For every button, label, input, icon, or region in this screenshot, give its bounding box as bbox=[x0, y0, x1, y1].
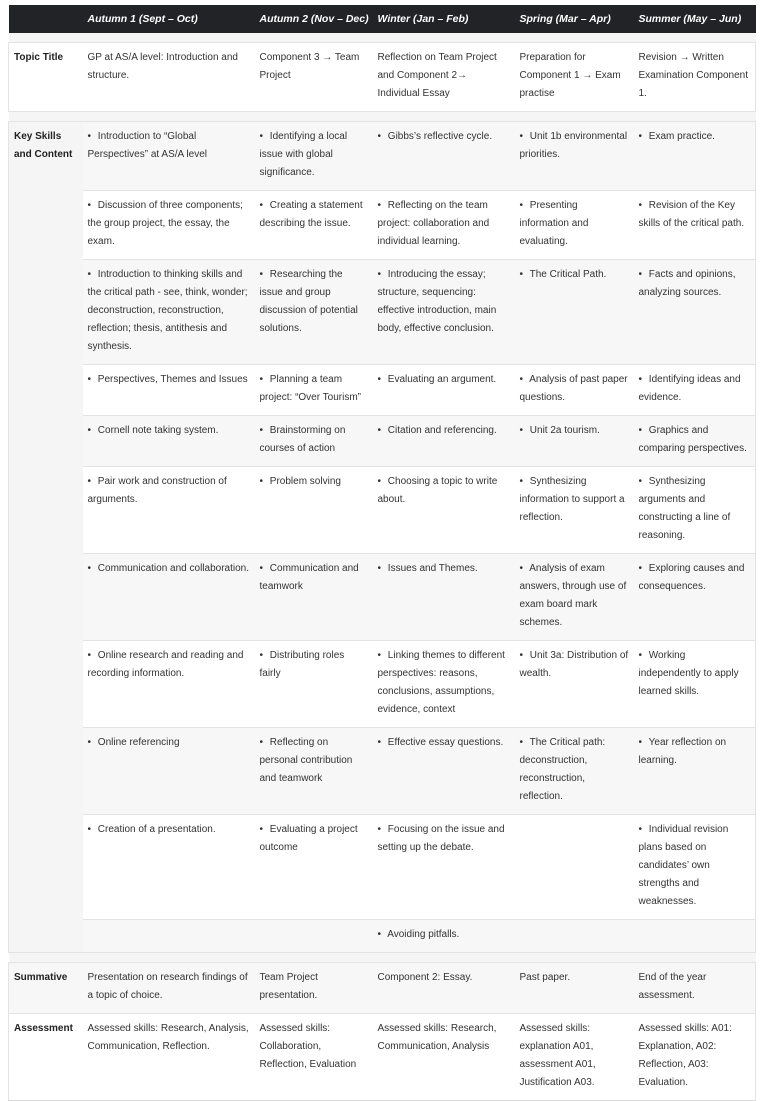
key-skills-text: Cornell note taking system. bbox=[97, 425, 219, 436]
key-skills-text: Exam practice. bbox=[648, 131, 715, 142]
bullet-icon: • bbox=[638, 737, 643, 748]
topic-cell: GP at AS/A level: Introduction and structure. bbox=[83, 43, 255, 112]
key-skills-cell bbox=[255, 815, 373, 920]
spacer-cell bbox=[9, 953, 756, 963]
key-skills-cell bbox=[255, 728, 373, 815]
header-winter: Winter (Jan – Feb) bbox=[373, 5, 515, 33]
key-skills-cell bbox=[83, 554, 255, 641]
key-skills-cell bbox=[83, 641, 255, 728]
header-autumn-2: Autumn 2 (Nov – Dec) bbox=[255, 5, 373, 33]
spacer-row bbox=[9, 33, 756, 43]
key-skills-text: Individual revision plans based on candidates’ own strengths and weaknesses. bbox=[638, 824, 729, 907]
key-skills-text: Synthesizing information to support a reflection. bbox=[519, 476, 625, 523]
bullet-icon: • bbox=[638, 425, 643, 436]
curriculum-table bbox=[8, 5, 756, 1101]
key-skills-cell bbox=[255, 365, 373, 416]
key-skills-cell bbox=[515, 554, 634, 641]
key-skills-cell bbox=[515, 728, 634, 815]
bullet-icon: • bbox=[377, 929, 382, 940]
key-skills-cell bbox=[373, 191, 515, 260]
key-skills-text: Identifying a local issue with global significance. bbox=[259, 131, 348, 178]
key-skills-cell bbox=[634, 815, 756, 920]
bullet-icon: • bbox=[87, 563, 92, 574]
key-skills-text: Choosing a topic to write about. bbox=[377, 476, 498, 505]
key-skills-cell bbox=[515, 641, 634, 728]
key-skills-text: Synthesizing arguments and constructing a line of reasoning. bbox=[638, 476, 731, 541]
key-skills-cell bbox=[255, 416, 373, 467]
summative-row bbox=[9, 963, 756, 1014]
row-label-topic-title: Topic Title bbox=[9, 43, 83, 112]
key-skills-text: Issues and Themes. bbox=[387, 563, 478, 574]
key-skills-text: Facts and opinions, analyzing sources. bbox=[638, 269, 736, 298]
key-skills-cell bbox=[634, 641, 756, 728]
key-skills-cell bbox=[634, 365, 756, 416]
bullet-icon: • bbox=[638, 650, 643, 661]
topic-cell: Component 3 → Team Project bbox=[255, 43, 373, 112]
bullet-icon: • bbox=[519, 737, 524, 748]
header-autumn-1: Autumn 1 (Sept – Oct) bbox=[83, 5, 255, 33]
key-skills-text: Communication and collaboration. bbox=[97, 563, 249, 574]
key-skills-text: Reflecting on the team project: collaboration and individual learning. bbox=[377, 200, 490, 247]
key-skills-cell bbox=[515, 416, 634, 467]
bullet-icon: • bbox=[638, 824, 643, 835]
key-skills-cell bbox=[515, 815, 634, 920]
key-skills-cell bbox=[515, 467, 634, 554]
key-skills-text: Creating a statement describing the issue. bbox=[259, 200, 363, 229]
key-skills-text: Perspectives, Themes and Issues bbox=[97, 374, 248, 385]
bullet-icon: • bbox=[638, 269, 643, 280]
bullet-icon: • bbox=[377, 425, 382, 436]
key-skills-text: Introduction to “Global Perspectives” at AS/A level bbox=[87, 131, 208, 160]
key-skills-cell bbox=[373, 920, 515, 953]
topic-cell: Preparation for Component 1 → Exam practise bbox=[515, 43, 634, 112]
bullet-icon: • bbox=[519, 374, 524, 385]
key-skills-text: Pair work and construction of arguments. bbox=[87, 476, 227, 505]
header-summer: Summer (May – Jun) bbox=[634, 5, 756, 33]
key-skills-cell bbox=[515, 365, 634, 416]
bullet-icon: • bbox=[638, 374, 643, 385]
bullet-icon: • bbox=[259, 476, 264, 487]
bullet-icon: • bbox=[377, 737, 382, 748]
key-skills-text: Citation and referencing. bbox=[387, 425, 497, 436]
topic-cell: Reflection on Team Project and Component 2→ Individual Essay bbox=[373, 43, 515, 112]
key-skills-cell bbox=[83, 467, 255, 554]
bullet-icon: • bbox=[377, 374, 382, 385]
row-label-key-skills: Key Skills and Content bbox=[9, 122, 83, 953]
bullet-icon: • bbox=[519, 131, 524, 142]
bullet-icon: • bbox=[519, 563, 524, 574]
key-skills-cell bbox=[255, 920, 373, 953]
bullet-icon: • bbox=[259, 824, 264, 835]
key-skills-text: Analysis of exam answers, through use of exam board mark schemes. bbox=[519, 563, 627, 628]
key-skills-cell bbox=[255, 554, 373, 641]
key-skills-text: Researching the issue and group discussion of potential solutions. bbox=[259, 269, 358, 334]
bullet-icon: • bbox=[259, 737, 264, 748]
key-skills-cell bbox=[83, 122, 255, 191]
key-skills-cell bbox=[515, 260, 634, 365]
summative-cell: Component 2: Essay. bbox=[373, 963, 515, 1014]
bullet-icon: • bbox=[259, 563, 264, 574]
bullet-icon: • bbox=[377, 476, 382, 487]
key-skills-row bbox=[9, 641, 756, 728]
key-skills-row bbox=[9, 554, 756, 641]
key-skills-cell bbox=[255, 122, 373, 191]
key-skills-text: Online referencing bbox=[97, 737, 180, 748]
key-skills-cell bbox=[634, 122, 756, 191]
key-skills-cell bbox=[373, 554, 515, 641]
key-skills-cell bbox=[634, 554, 756, 641]
key-skills-cell bbox=[373, 122, 515, 191]
key-skills-text: Identifying ideas and evidence. bbox=[638, 374, 741, 403]
assessment-cell: Assessed skills: Research, Analysis, Communication, Reflection. bbox=[83, 1014, 255, 1101]
bullet-icon: • bbox=[259, 425, 264, 436]
key-skills-cell bbox=[83, 815, 255, 920]
bullet-icon: • bbox=[377, 650, 382, 661]
bullet-icon: • bbox=[87, 650, 92, 661]
spacer-row bbox=[9, 112, 756, 122]
key-skills-cell bbox=[373, 260, 515, 365]
assessment-row bbox=[9, 1014, 756, 1101]
key-skills-text: Linking themes to different perspectives: reasons, conclusions, assumptions, evidence, context bbox=[377, 650, 505, 715]
key-skills-cell bbox=[373, 365, 515, 416]
key-skills-cell bbox=[373, 641, 515, 728]
key-skills-text: Creation of a presentation. bbox=[97, 824, 216, 835]
topic-title-row bbox=[9, 43, 756, 112]
bullet-icon: • bbox=[519, 269, 524, 280]
key-skills-text: Introducing the essay; structure, sequencing: effective introduction, main body, effective conclusion. bbox=[377, 269, 497, 334]
key-skills-cell bbox=[255, 467, 373, 554]
key-skills-text: Avoiding pitfalls. bbox=[387, 929, 460, 940]
bullet-icon: • bbox=[638, 476, 643, 487]
key-skills-cell bbox=[255, 260, 373, 365]
key-skills-text: Presenting information and evaluating. bbox=[519, 200, 589, 247]
key-skills-cell bbox=[373, 728, 515, 815]
bullet-icon: • bbox=[377, 269, 382, 280]
key-skills-text: The Critical path: deconstruction, reconstruction, reflection. bbox=[519, 737, 606, 802]
bullet-icon: • bbox=[377, 131, 382, 142]
key-skills-text: Reflecting on personal contribution and teamwork bbox=[259, 737, 353, 784]
key-skills-cell bbox=[515, 122, 634, 191]
key-skills-cell bbox=[634, 191, 756, 260]
bullet-icon: • bbox=[87, 737, 92, 748]
topic-cell: Revision → Written Examination Component 1. bbox=[634, 43, 756, 112]
key-skills-cell bbox=[515, 191, 634, 260]
key-skills-text: Online research and reading and recording information. bbox=[87, 650, 244, 679]
bullet-icon: • bbox=[377, 563, 382, 574]
key-skills-cell bbox=[634, 920, 756, 953]
key-skills-text: Revision of the Key skills of the critical path. bbox=[638, 200, 745, 229]
assessment-cell: Assessed skills: A01: Explanation, A02: Reflection, A03: Evaluation. bbox=[634, 1014, 756, 1101]
key-skills-cell bbox=[515, 920, 634, 953]
row-label-assessment: Assessment bbox=[9, 1014, 83, 1101]
bullet-icon: • bbox=[638, 200, 643, 211]
key-skills-text: Gibbs’s reflective cycle. bbox=[387, 131, 493, 142]
key-skills-row bbox=[9, 920, 756, 953]
key-skills-text: Distributing roles fairly bbox=[259, 650, 345, 679]
key-skills-cell bbox=[83, 365, 255, 416]
bullet-icon: • bbox=[519, 476, 524, 487]
bullet-icon: • bbox=[259, 650, 264, 661]
key-skills-text: Analysis of past paper questions. bbox=[519, 374, 628, 403]
bullet-icon: • bbox=[259, 200, 264, 211]
key-skills-cell bbox=[83, 260, 255, 365]
key-skills-cell bbox=[83, 416, 255, 467]
spacer-row bbox=[9, 953, 756, 963]
key-skills-cell bbox=[634, 467, 756, 554]
assessment-cell: Assessed skills: Collaboration, Reflection, Evaluation bbox=[255, 1014, 373, 1101]
key-skills-cell bbox=[255, 191, 373, 260]
key-skills-cell bbox=[373, 467, 515, 554]
key-skills-text: Graphics and comparing perspectives. bbox=[638, 425, 747, 454]
key-skills-cell bbox=[83, 191, 255, 260]
header-cell bbox=[9, 5, 83, 33]
key-skills-text: Evaluating an argument. bbox=[387, 374, 497, 385]
bullet-icon: • bbox=[87, 425, 92, 436]
key-skills-row bbox=[9, 260, 756, 365]
bullet-icon: • bbox=[519, 200, 524, 211]
key-skills-cell bbox=[255, 641, 373, 728]
spacer-cell bbox=[9, 33, 756, 43]
key-skills-cell bbox=[83, 728, 255, 815]
key-skills-text: Unit 2a tourism. bbox=[529, 425, 600, 436]
spacer-cell bbox=[9, 112, 756, 122]
key-skills-text: Planning a team project: “Over Tourism” bbox=[259, 374, 362, 403]
summative-cell: Presentation on research findings of a topic of choice. bbox=[83, 963, 255, 1014]
bullet-icon: • bbox=[519, 650, 524, 661]
row-label-summative: Summative bbox=[9, 963, 83, 1014]
bullet-icon: • bbox=[87, 131, 92, 142]
summative-cell: Past paper. bbox=[515, 963, 634, 1014]
header-spring: Spring (Mar – Apr) bbox=[515, 5, 634, 33]
key-skills-row bbox=[9, 467, 756, 554]
key-skills-cell bbox=[634, 728, 756, 815]
summative-cell: End of the year assessment. bbox=[634, 963, 756, 1014]
key-skills-cell bbox=[373, 416, 515, 467]
key-skills-text: Problem solving bbox=[269, 476, 341, 487]
bullet-icon: • bbox=[259, 269, 264, 280]
key-skills-text: Unit 1b environmental priorities. bbox=[519, 131, 628, 160]
key-skills-row bbox=[9, 728, 756, 815]
bullet-icon: • bbox=[87, 374, 92, 385]
key-skills-text: Discussion of three components; the group project, the essay, the exam. bbox=[87, 200, 243, 247]
key-skills-cell bbox=[83, 920, 255, 953]
key-skills-text: Year reflection on learning. bbox=[638, 737, 727, 766]
key-skills-cell bbox=[634, 260, 756, 365]
key-skills-cell bbox=[634, 416, 756, 467]
bullet-icon: • bbox=[87, 269, 92, 280]
key-skills-text: Brainstorming on courses of action bbox=[259, 425, 346, 454]
assessment-cell: Assessed skills: explanation A01, assessment A01, Justification A03. bbox=[515, 1014, 634, 1101]
key-skills-text: Communication and teamwork bbox=[259, 563, 359, 592]
key-skills-text: Exploring causes and consequences. bbox=[638, 563, 745, 592]
key-skills-row bbox=[9, 815, 756, 920]
key-skills-cell bbox=[373, 815, 515, 920]
key-skills-row bbox=[9, 365, 756, 416]
key-skills-row bbox=[9, 122, 756, 191]
bullet-icon: • bbox=[259, 131, 264, 142]
key-skills-text: Focusing on the issue and setting up the debate. bbox=[377, 824, 505, 853]
key-skills-row bbox=[9, 416, 756, 467]
bullet-icon: • bbox=[87, 200, 92, 211]
bullet-icon: • bbox=[377, 824, 382, 835]
assessment-cell: Assessed skills: Research, Communication, Analysis bbox=[373, 1014, 515, 1101]
summative-cell: Team Project presentation. bbox=[255, 963, 373, 1014]
key-skills-row bbox=[9, 191, 756, 260]
key-skills-text: Evaluating a project outcome bbox=[259, 824, 358, 853]
key-skills-text: Introduction to thinking skills and the critical path - see, think, wonder; deconstruction, reconstruction, reflection; thesis, antithesis and synthesis. bbox=[87, 269, 248, 352]
key-skills-text: Working independently to apply learned skills. bbox=[638, 650, 739, 697]
key-skills-text: The Critical Path. bbox=[529, 269, 607, 280]
bullet-icon: • bbox=[519, 425, 524, 436]
bullet-icon: • bbox=[87, 824, 92, 835]
bullet-icon: • bbox=[377, 200, 382, 211]
bullet-icon: • bbox=[259, 374, 264, 385]
key-skills-text: Effective essay questions. bbox=[387, 737, 504, 748]
bullet-icon: • bbox=[87, 476, 92, 487]
key-skills-text: Unit 3a: Distribution of wealth. bbox=[519, 650, 629, 679]
header-row bbox=[9, 5, 756, 33]
bullet-icon: • bbox=[638, 131, 643, 142]
bullet-icon: • bbox=[638, 563, 643, 574]
